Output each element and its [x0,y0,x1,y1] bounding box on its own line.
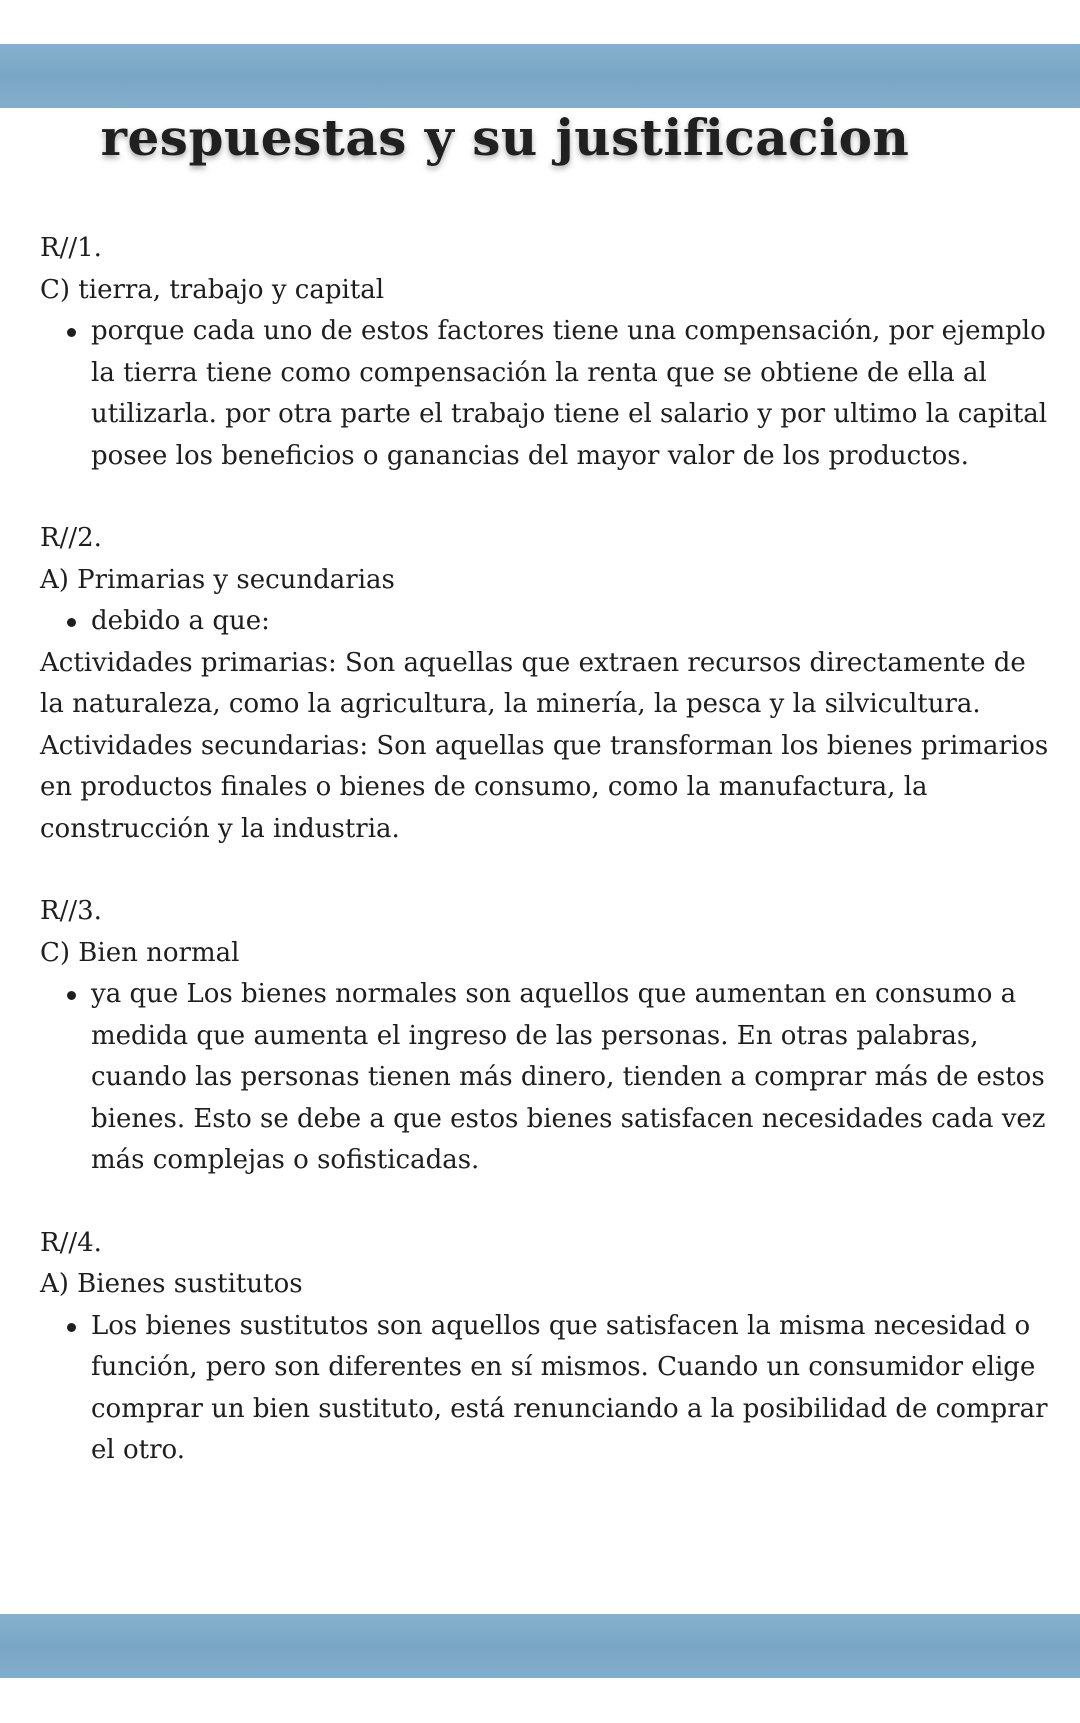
answer-1 [40,228,1050,477]
answer-choice: A) Bienes sustitutos [40,1269,303,1299]
answer-4 [40,1223,1050,1472]
answer-choice: C) Bien normal [40,937,240,968]
justification-list [40,311,1050,477]
answers-content [40,228,1050,1513]
answer-number: R//2. [40,523,102,553]
page-title: respuestas y su justificacion [100,108,910,167]
justification-bullet: debido a que: [91,601,1050,643]
justification-bullet: porque cada uno de estos factores tiene una compensación, por ejemplo la tierra tiene como compensación la renta que se obtiene de ella al utilizarla. por otra parte el trabajo tiene el salario y por ultimo la capital posee los beneficios o ganancias del mayor valor de los productos. [91,311,1050,477]
justification-list [40,974,1050,1182]
justification-paragraph: Actividades primarias: Son aquellas que extraen recursos directamente de la naturaleza, como la agricultura, la minería, la pesca y la silvicultura. [40,647,1026,719]
justification-list [40,601,1050,643]
justification-list [40,1306,1050,1472]
answer-3 [40,891,1050,1182]
bottom-decorative-band [0,1614,1080,1678]
answer-number: R//3. [40,896,102,926]
answer-number: R//4. [40,1227,102,1258]
answer-number: R//1. [40,233,102,263]
answer-choice: C) tierra, trabajo y capital [40,274,385,305]
answer-choice: A) Primarias y secundarias [40,564,395,595]
top-decorative-band [0,44,1080,108]
answer-2 [40,518,1050,850]
justification-bullet: ya que Los bienes normales son aquellos que aumentan en consumo a medida que aumenta el ingreso de las personas. En otras palabras, cuando las personas tienen más dinero, tienden a comprar más de estos bienes. Esto se debe a que estos bienes satisfacen necesidades cada vez más complejas o sofisticadas. [91,974,1050,1182]
justification-bullet: Los bienes sustitutos son aquellos que satisfacen la misma necesidad o función, pero son diferentes en sí mismos. Cuando un consumidor elige comprar un bien sustituto, está renunciando a la posibilidad de comprar el otro. [91,1306,1050,1472]
justification-paragraph: Actividades secundarias: Son aquellas que transforman los bienes primarios en productos finales o bienes de consumo, como la manufactura, la construcción y la industria. [40,730,1049,844]
